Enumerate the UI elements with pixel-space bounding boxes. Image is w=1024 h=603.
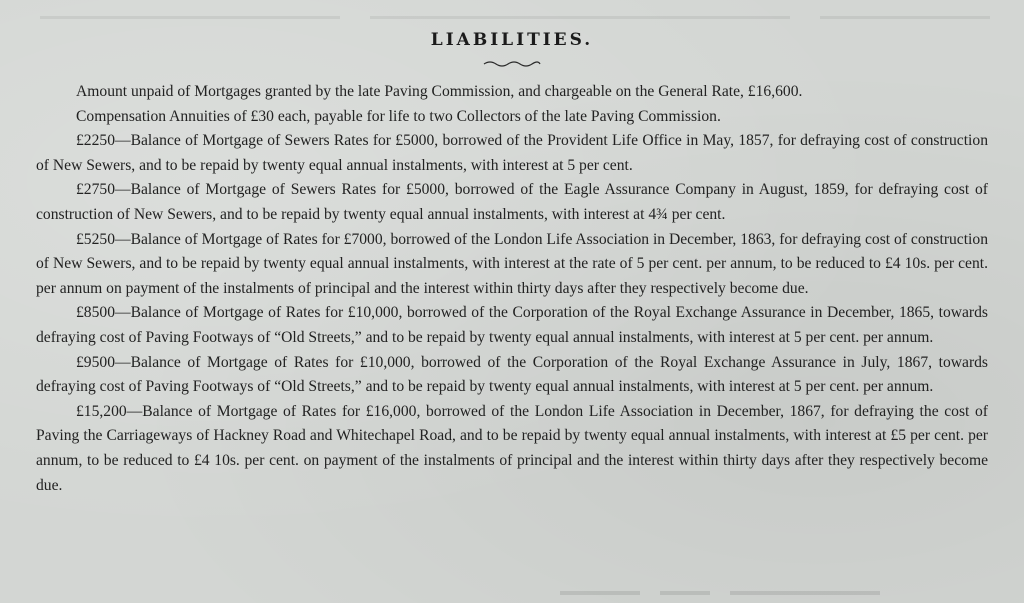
paragraph-sewers-2250: £2250—Balance of Mortgage of Sewers Rates for £5000, borrowed of the Provident Life Office in May, 1857, for defraying cost of construction of New Sewers, and to be repaid by twenty equal annual instalments, with interest at 5 per cent. [36, 132, 988, 174]
page-title: LIABILITIES. [430, 30, 594, 50]
paragraph-rates-8500: £8500—Balance of Mortgage of Rates for £10,000, borrowed of the Corporation of the Royal Exchange Assurance in December, 1865, towards defraying cost of Paving Footways of “Old Streets,” and to be repaid by twenty equal annual instalments, with interest at 5 per cent. per annum. [36, 304, 988, 346]
paragraph-compensation-annuities: Compensation Annuities of £30 each, payable for life to two Collectors of the late Paving Commission. [76, 107, 721, 125]
paragraph-rates-9500: £9500—Balance of Mortgage of Rates for £10,000, borrowed of the Corporation of the Royal Exchange Assurance in July, 1867, towards defraying cost of Paving Footways of “Old Streets,” and to be repaid by twenty equal annual instalments, with interest at 5 per cent. per annum. [36, 353, 988, 396]
paragraph-paving-mortgages: Amount unpaid of Mortgages granted by the late Paving Commission, and chargeable on the General Rate, £16,600. [76, 83, 803, 100]
paragraph-rates-15200: £15,200—Balance of Mortgage of Rates for £16,000, borrowed of the London Life Association in December, 1867, for defraying the cost of Paving the Carriageways of Hackney Road and Whitechapel Road, and to be repaid by twenty equal annual instalments, with interest at £5 per cent. per annum, to be reduced to £4 10s. per cent. on payment of the instalments of principal and the interest within thirty days after they respectively become due. [36, 402, 988, 494]
title-ornament [482, 60, 542, 68]
show-through-text-bottom [560, 585, 890, 601]
paragraph-rates-5250: £5250—Balance of Mortgage of Rates for £7000, borrowed of the London Life Association in December, 1863, for defraying cost of construction of New Sewers, and to be repaid by twenty equal annual instalments, with interest at the rate of 5 per cent. per annum, to be reduced to £4 10s. per cent. per annum on payment of the instalments of principal and the interest within thirty days after they respectively become due. [36, 230, 988, 297]
paragraph-sewers-2750: £2750—Balance of Mortgage of Sewers Rates for £5000, borrowed of the Eagle Assurance Company in August, 1859, for defraying cost of construction of New Sewers, and to be repaid by twenty equal annual instalments, with interest at 4¾ per cent. [36, 181, 988, 223]
liabilities-text [36, 80, 988, 498]
show-through-text-top [40, 10, 1000, 30]
